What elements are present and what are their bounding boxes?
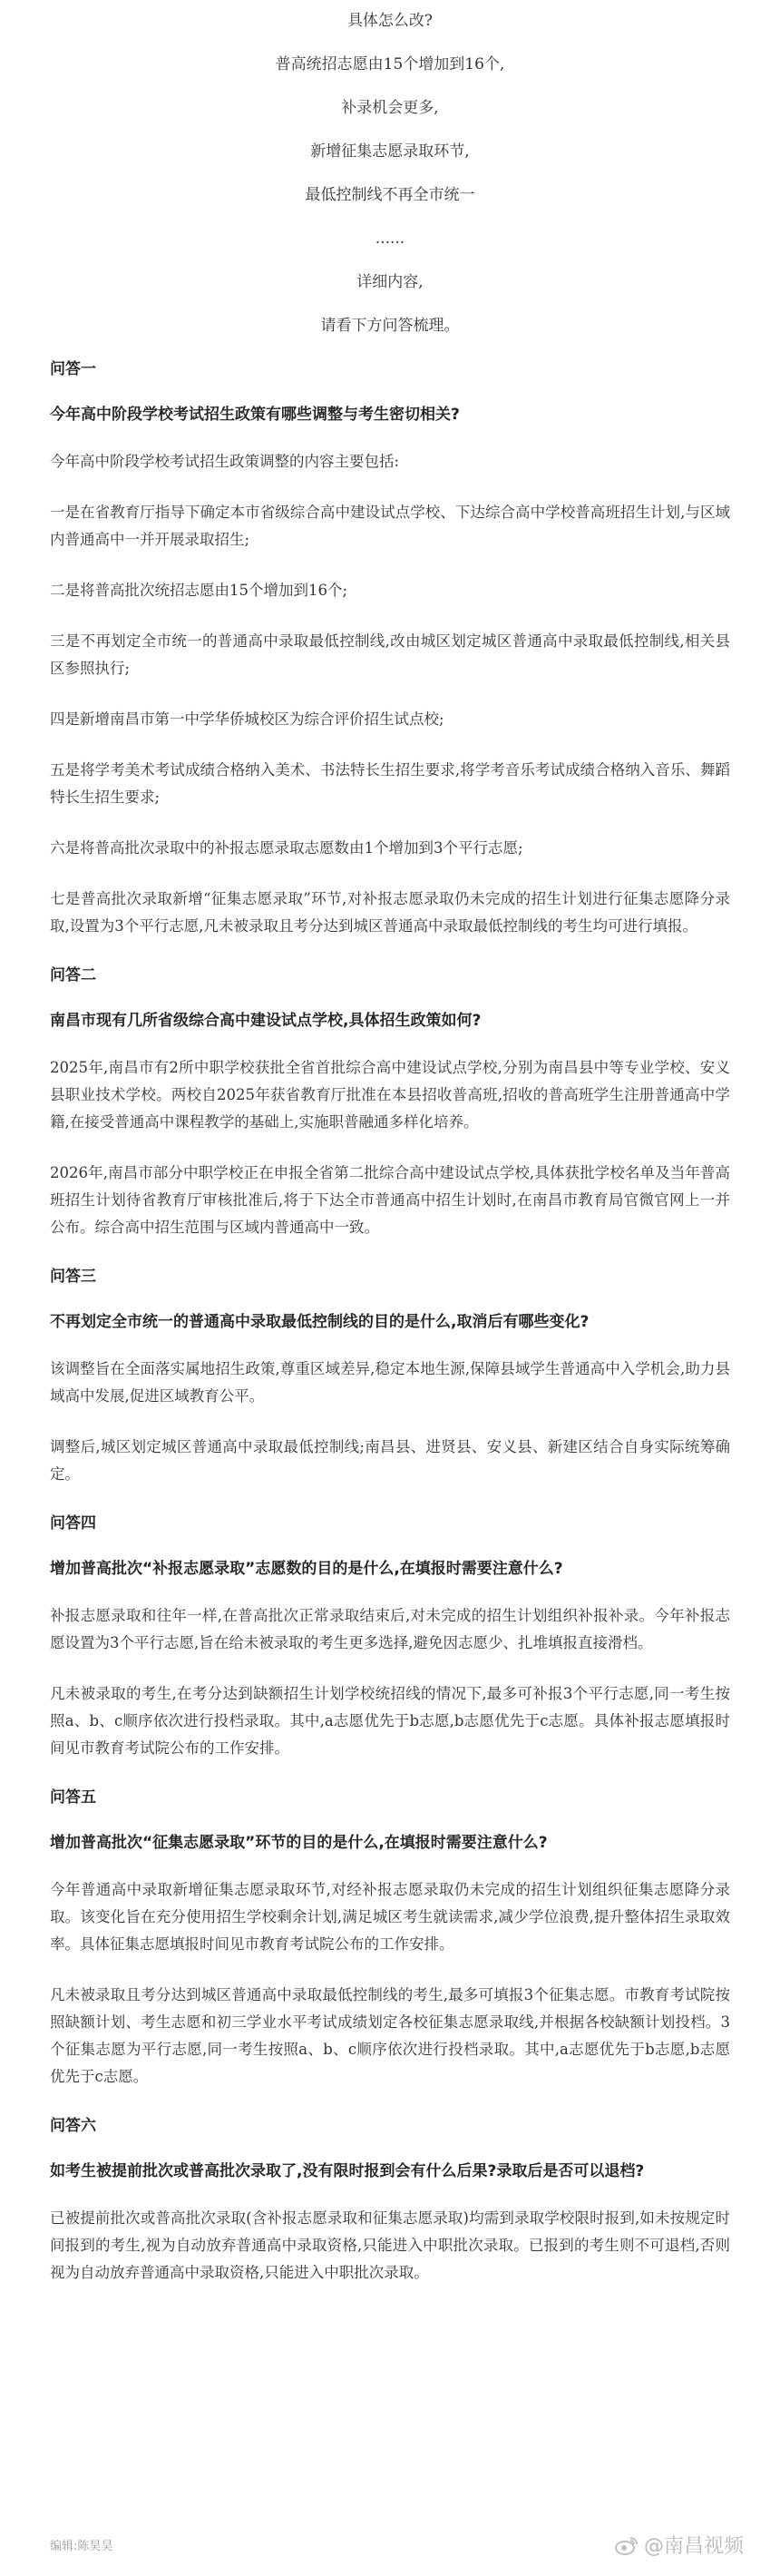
question-heading: 增加普高批次“补报志愿录取”志愿数的目的是什么,在填报时需要注意什么?: [50, 1560, 563, 1578]
question-heading: 南昌市现有几所省级综合高中建设试点学校,具体招生政策如何?: [50, 1012, 482, 1030]
answer-paragraph: 五是将学考美术考试成绩合格纳入美术、书法特长生招生要求,将学考音乐考试成绩合格纳入音乐、舞蹈特长生招生要求;: [50, 761, 730, 806]
qa-section-1: [50, 358, 730, 940]
answer-paragraph: 一是在省教育厅指导下确定本市省级综合高中建设试点学校、下达综合高中学校普高班招生计划,与区域内普通高中一并开展录取招生;: [50, 504, 730, 548]
answer-paragraph: 调整后,城区划定城区普通高中录取最低控制线;南昌县、进贤县、安义县、新建区结合自身实际统筹确定。: [50, 1438, 730, 1483]
answer-paragraph: 二是将普高批次统招志愿由15个增加到16个;: [50, 582, 348, 599]
intro-line: 具体怎么改?: [346, 12, 434, 30]
weibo-icon: [615, 2535, 639, 2555]
intro-line: 普高统招志愿由15个增加到16个,: [275, 55, 505, 73]
answer-paragraph: 六是将普高批次录取中的补报志愿录取志愿数由1个增加到3个平行志愿;: [50, 839, 523, 857]
qa-section-5: [50, 1786, 730, 2091]
answer-paragraph: 补报志愿录取和往年一样,在普高批次正常录取结束后,对未完成的招生计划组织补报补录。今年补报志愿设置为3个平行志愿,旨在给未被录取的考生更多选择,避免因志愿少、扎堆填报直接滑档。: [50, 1607, 730, 1651]
section-title: 问答三: [50, 1268, 96, 1286]
question-heading: 今年高中阶段学校考试招生政策有哪些调整与考生密切相关?: [50, 406, 460, 424]
watermark: [615, 2531, 744, 2559]
answer-paragraph: 凡未被录取且考分达到城区普通高中录取最低控制线的考生,最多可填报3个征集志愿。市教育考试院按照缺额计划、考生志愿和初三学业水平考试成绩划定各校征集志愿录取线,并根据各校缺额计划投档。3个征集志愿为平行志愿,同一考生按照a、b、c顺序依次进行投档录取。其中,a志愿优先于b志愿,b志愿优先于c志愿。: [50, 1986, 730, 2085]
section-title: 问答一: [50, 360, 96, 378]
answer-paragraph: 2025年,南昌市有2所中职学校获批全省首批综合高中建设试点学校,分别为南昌县中等专业学校、安义县职业技术学校。两校自2025年获省教育厅批准在本县招收普高班,招收的普高班学生注册普通高中学籍,在接受普通高中课程教学的基础上,实施职普融通多样化培养。: [50, 1059, 730, 1131]
intro-block: [50, 9, 730, 338]
qa-section-6: [50, 2114, 730, 2287]
answer-paragraph: 四是新增南昌市第一中学华侨城校区为综合评价招生试点校;: [50, 710, 444, 728]
question-heading: 如考生被提前批次或普高批次录取了,没有限时报到会有什么后果?录取后是否可以退档?: [50, 2162, 645, 2180]
answer-paragraph: 今年普通高中录取新增征集志愿录取环节,对经补报志愿录取仍未完成的招生计划组织征集志愿降分录取。该变化旨在充分使用招生学校剩余计划,满足城区考生就读需求,减少学位浪费,提升整体招生录取效率。具体征集志愿填报时间见市教育考试院公布的工作安排。: [50, 1881, 730, 1953]
intro-line: 补录机会更多,: [341, 99, 439, 117]
intro-line: 详细内容,: [356, 273, 424, 291]
section-title: 问答二: [50, 966, 96, 984]
intro-line: 新增征集志愿录取环节,: [310, 142, 470, 161]
watermark-text: @南昌视频: [643, 2535, 744, 2558]
section-title: 问答五: [50, 1788, 96, 1807]
intro-line: ......: [375, 230, 405, 248]
article: [0, 9, 780, 2287]
intro-line: 请看下方问答梳理。: [320, 317, 460, 335]
section-title: 问答六: [50, 2117, 96, 2135]
editor-credit: 编辑:陈昊昊: [50, 2540, 113, 2553]
answer-paragraph: 该调整旨在全面落实属地招生政策,尊重区域差异,稳定本地生源,保障县域学生普通高中入学机会,助力县域高中发展,促进区域教育公平。: [50, 1360, 730, 1405]
answer-paragraph: 今年高中阶段学校考试招生政策调整的内容主要包括:: [50, 453, 400, 470]
answer-paragraph: 已被提前批次或普高批次录取(含补报志愿录取和征集志愿录取)均需到录取学校限时报到,如未按规定时间报到的考生,视为自动放弃普通高中录取资格,只能进入中职批次录取。已报到的考生则不可退档,否则视为自动放弃普通高中录取资格,只能进入中职批次录取。: [50, 2209, 730, 2281]
qa-section-4: [50, 1512, 730, 1762]
question-heading: 不再划定全市统一的普通高中录取最低控制线的目的是什么,取消后有哪些变化?: [50, 1313, 590, 1331]
section-title: 问答四: [50, 1514, 96, 1533]
intro-line: 最低控制线不再全市统一: [305, 186, 475, 204]
answer-paragraph: 凡未被录取的考生,在考分达到缺额招生计划学校统招线的情况下,最多可补报3个平行志愿,同一考生按照a、b、c顺序依次进行投档录取。其中,a志愿优先于b志愿,b志愿优先于c志愿。具体补报志愿填报时间见市教育考试院公布的工作安排。: [50, 1685, 730, 1757]
answer-paragraph: 三是不再划定全市统一的普通高中录取最低控制线,改由城区划定城区普通高中录取最低控制线,相关县区参照执行;: [50, 632, 730, 677]
answer-paragraph: 2026年,南昌市部分中职学校正在申报全省第二批综合高中建设试点学校,具体获批学校名单及当年普高班招生计划待省教育厅审核批准后,将于下达全市普通高中招生计划时,在南昌市教育局官微官网上一并公布。综合高中招生范围与区域内普通高中一致。: [50, 1164, 730, 1236]
answer-paragraph: 七是普高批次录取新增“征集志愿录取”环节,对补报志愿录取仍未完成的招生计划进行征集志愿降分录取,设置为3个平行志愿,凡未被录取且考分达到城区普通高中录取最低控制线的考生均可进行填报。: [50, 890, 730, 935]
qa-section-2: [50, 964, 730, 1241]
question-heading: 增加普高批次“征集志愿录取”环节的目的是什么,在填报时需要注意什么?: [50, 1834, 548, 1852]
qa-section-3: [50, 1265, 730, 1488]
